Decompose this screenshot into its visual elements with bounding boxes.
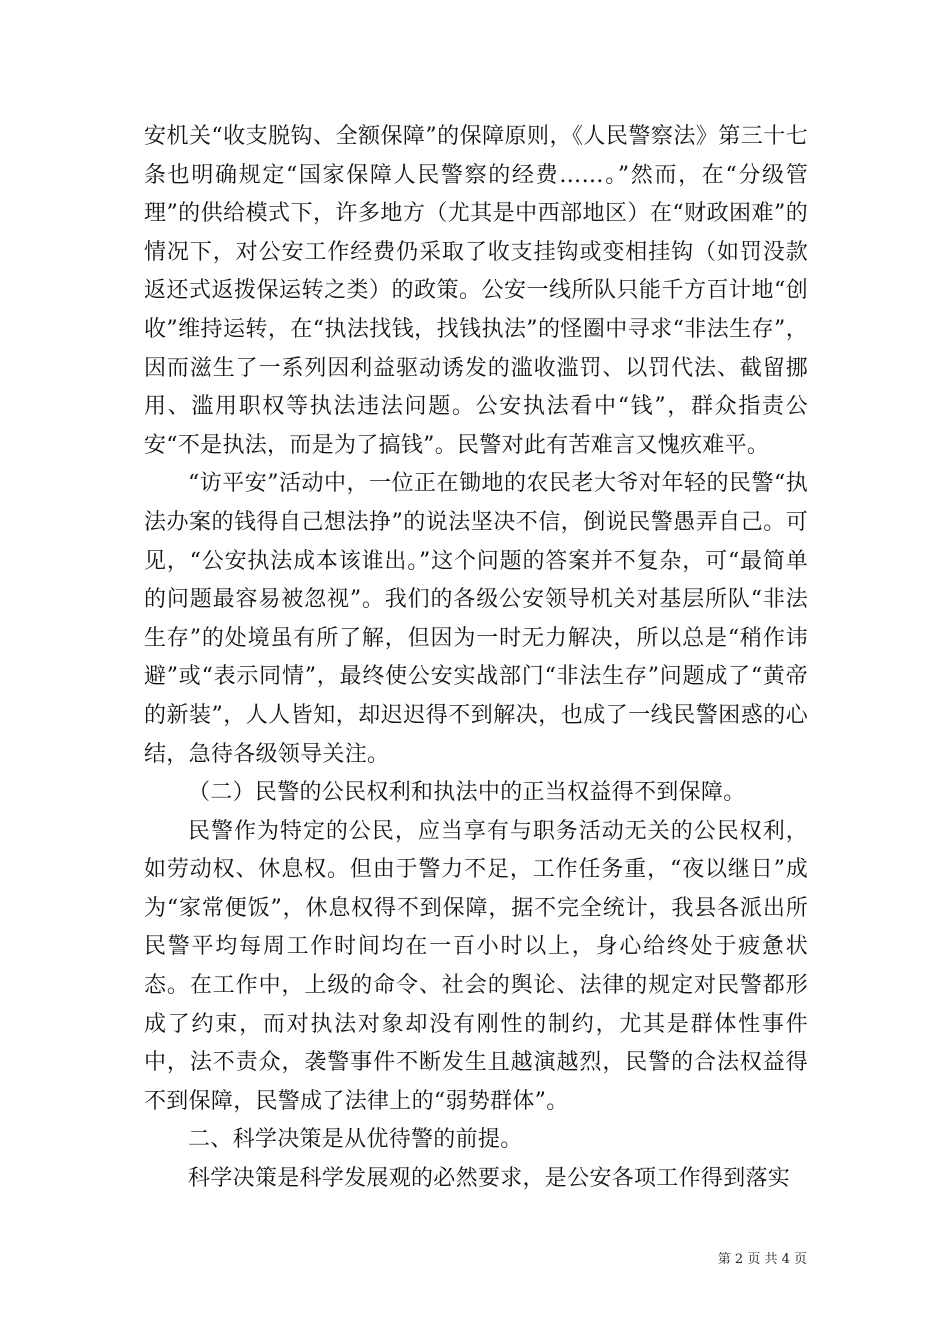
paragraph-4: 科学决策是科学发展观的必然要求，是公安各项工作得到落实 <box>188 1166 791 1192</box>
page-number: 第 2 页 共 4 页 <box>717 1252 807 1267</box>
paragraph-2: “访平安”活动中，一位正在锄地的农民老大爷对年轻的民警“执法办案的钱得自己想法挣”的说法坚决不信，倒说民警愚弄自己。可见，“公安执法成本该谁出。”这个问题的答案并不复杂，可“最简单的问题最容易被忽视”。我们的各级公安领导机关对基层所队“非法生存”的处境虽有所了解，但因为一时无力解决，所以总是“稍作讳避”或“表示同情”，最终使公安实战部门“非法生存”问题成了“黄帝的新装”，人人皆知，却迟迟得不到解决，也成了一线民警困惑的心结，急待各级领导关注。 <box>144 471 808 767</box>
document-body <box>144 118 808 1199</box>
section-heading-2: （二）民警的公民权利和执法中的正当权益得不到保障。 <box>188 780 746 806</box>
paragraph-1: 安机关“收支脱钩、全额保障”的保障原则，《人民警察法》第三十七条也明确规定“国家保障人民警察的经费……。”然而，在“分级管理”的供给模式下，许多地方（尤其是中西部地区）在“财政困难”的情况下，对公安工作经费仍采取了收支挂钩或变相挂钩（如罚没款返还式返拨保运转之类）的政策。公安一线所队只能千方百计地“创收”维持运转，在“执法找钱，找钱执法”的怪圈中寻求“非法生存”，因而滋生了一系列因利益驱动诱发的滥收滥罚、以罚代法、截留挪用、滥用职权等执法违法问题。公安执法看中“钱”，群众指责公安“不是执法，而是为了搞钱”。民警对此有苦难言又愧疚难平。 <box>144 124 808 458</box>
paragraph-3: 民警作为特定的公民，应当享有与职务活动无关的公民权利，如劳动权、休息权。但由于警力不足，工作任务重，“夜以继日”成为“家常便饭”，休息权得不到保障，据不完全统计，我县各派出所民警平均每周工作时间均在一百小时以上，身心给终处于疲惫状态。在工作中，上级的命令、社会的舆论、法律的规定对民警都形成了约束，而对执法对象却没有刚性的制约，尤其是群体性事件中，法不责众，袭警事件不断发生且越演越烈，民警的合法权益得不到保障，民警成了法律上的“弱势群体”。 <box>144 818 808 1114</box>
section-heading-main-2: 二、科学决策是从优待警的前提。 <box>188 1127 523 1153</box>
